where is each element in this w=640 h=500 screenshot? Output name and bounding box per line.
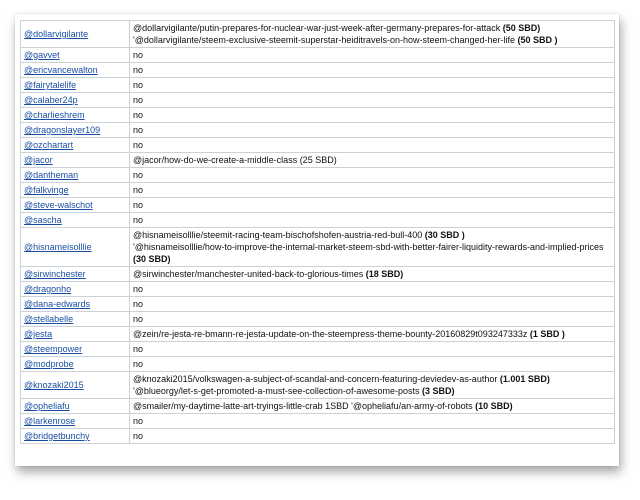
post-cell: [130, 138, 615, 153]
user-cell: [21, 228, 130, 267]
table-row: [21, 63, 615, 78]
post-cell: [130, 108, 615, 123]
user-link[interactable]: @gavvet: [24, 50, 60, 60]
post-text: no: [133, 215, 144, 225]
table-row: [21, 138, 615, 153]
post-text: no: [133, 140, 144, 150]
sbd-amount: (1 SBD ): [529, 329, 565, 339]
post-cell: [130, 267, 615, 282]
post-line: [133, 385, 611, 397]
sbd-amount: (50 SBD): [502, 23, 541, 33]
user-link[interactable]: @steempower: [24, 344, 83, 354]
user-cell: [21, 123, 130, 138]
user-link[interactable]: @bridgetbunchy: [24, 431, 90, 441]
sbd-amount: (1.001 SBD): [499, 374, 550, 384]
post-cell: [130, 312, 615, 327]
user-link[interactable]: @calaber24p: [24, 95, 78, 105]
user-post-table: [20, 20, 615, 444]
user-cell: [21, 429, 130, 444]
post-cell: [130, 78, 615, 93]
sbd-amount: (50 SBD ): [517, 35, 558, 45]
user-cell: [21, 399, 130, 414]
user-cell: [21, 372, 130, 399]
post-text: no: [133, 125, 144, 135]
post-text: no: [133, 110, 144, 120]
post-text: no: [133, 416, 144, 426]
post-text: no: [133, 65, 144, 75]
post-cell: [130, 297, 615, 312]
table-row: [21, 78, 615, 93]
post-text: no: [133, 185, 144, 195]
table-row: [21, 282, 615, 297]
post-line: [133, 373, 611, 385]
user-cell: [21, 297, 130, 312]
post-text: no: [133, 95, 144, 105]
post-text: @jacor/how-do-we-create-a-middle-class (25 SBD): [133, 155, 337, 165]
post-text: no: [133, 359, 144, 369]
user-cell: [21, 312, 130, 327]
user-link[interactable]: @opheliafu: [24, 401, 70, 411]
post-text: no: [133, 299, 144, 309]
table-row: [21, 414, 615, 429]
post-cell: [130, 213, 615, 228]
table-body: [21, 21, 615, 444]
post-text: no: [133, 170, 144, 180]
user-link[interactable]: @dragonslayer109: [24, 125, 101, 135]
user-link[interactable]: @falkvinge: [24, 185, 69, 195]
post-cell: [130, 414, 615, 429]
user-cell: [21, 153, 130, 168]
user-cell: [21, 414, 130, 429]
post-text: no: [133, 200, 144, 210]
table-row: [21, 429, 615, 444]
user-cell: [21, 93, 130, 108]
user-cell: [21, 327, 130, 342]
user-cell: [21, 168, 130, 183]
post-text: '@hisnameisolllie/how-to-improve-the-internal-market-steem-sbd-with-better-fairer-liquidity-rewards-and-implied-prices: [133, 242, 604, 252]
post-cell: [130, 93, 615, 108]
table-row: [21, 213, 615, 228]
user-cell: [21, 357, 130, 372]
post-text: no: [133, 50, 144, 60]
table-row: [21, 399, 615, 414]
post-cell: [130, 63, 615, 78]
user-cell: [21, 183, 130, 198]
post-cell: [130, 327, 615, 342]
sbd-amount: (10 SBD): [475, 401, 513, 411]
spreadsheet-frame: [15, 14, 619, 466]
post-text: @dollarvigilante/putin-prepares-for-nuclear-war-just-week-after-germany-prepares-for-attack: [133, 23, 503, 33]
table-row: [21, 168, 615, 183]
table-row: [21, 48, 615, 63]
post-cell: [130, 399, 615, 414]
user-link[interactable]: @dana-edwards: [24, 299, 91, 309]
user-link[interactable]: @stellabelle: [24, 314, 74, 324]
post-line: [133, 229, 611, 241]
post-line: [133, 34, 611, 46]
user-link[interactable]: @knozaki2015: [24, 380, 84, 390]
table-row: [21, 198, 615, 213]
post-text: no: [133, 314, 144, 324]
post-text: @knozaki2015/volkswagen-a-subject-of-scandal-and-concern-featuring-deviedev-as-author: [133, 374, 500, 384]
post-cell: [130, 282, 615, 297]
user-link[interactable]: @modprobe: [24, 359, 74, 369]
post-text: '@dollarvigilante/steem-exclusive-steemit-superstar-heiditravels-on-how-steem-changed-her-life: [133, 35, 518, 45]
user-cell: [21, 138, 130, 153]
user-cell: [21, 213, 130, 228]
user-link[interactable]: @ericvancewalton: [24, 65, 98, 75]
post-text: no: [133, 284, 144, 294]
table-row: [21, 183, 615, 198]
table-row: [21, 93, 615, 108]
user-link[interactable]: @charlieshrem: [24, 110, 85, 120]
sbd-amount: (18 SBD): [365, 269, 404, 279]
post-text: @hisnameisolllie/steemit-racing-team-bischofshofen-austria-red-bull-400: [133, 230, 425, 240]
post-cell: [130, 123, 615, 138]
table-row: [21, 21, 615, 48]
post-line: [133, 241, 611, 265]
user-cell: [21, 342, 130, 357]
user-cell: [21, 63, 130, 78]
table-row: [21, 372, 615, 399]
user-link[interactable]: @sirwinchester: [24, 269, 86, 279]
post-text: no: [133, 344, 144, 354]
user-link[interactable]: @dollarvigilante: [24, 29, 89, 39]
user-link[interactable]: @hisnameisolllie: [24, 242, 92, 252]
user-cell: [21, 198, 130, 213]
post-text: @sirwinchester/manchester-united-back-to-glorious-times: [133, 269, 366, 279]
table-row: [21, 357, 615, 372]
post-cell: [130, 372, 615, 399]
post-cell: [130, 168, 615, 183]
user-cell: [21, 282, 130, 297]
user-link[interactable]: @sascha: [24, 215, 62, 225]
user-link[interactable]: @jacor: [24, 155, 53, 165]
user-cell: [21, 21, 130, 48]
user-link[interactable]: @jesta: [24, 329, 53, 339]
table-row: [21, 297, 615, 312]
user-link[interactable]: @fairytalelife: [24, 80, 77, 90]
post-text: @smailer/my-daytime-latte-art-tryings-little-crab 1SBD '@opheliafu/an-army-of-robots: [133, 401, 476, 411]
table-row: [21, 228, 615, 267]
table-row: [21, 153, 615, 168]
post-cell: [130, 342, 615, 357]
post-cell: [130, 357, 615, 372]
table-row: [21, 123, 615, 138]
user-link[interactable]: @dragonho: [24, 284, 72, 294]
post-cell: [130, 429, 615, 444]
post-cell: [130, 183, 615, 198]
table-row: [21, 108, 615, 123]
post-text: no: [133, 80, 144, 90]
sbd-amount: (30 SBD ): [424, 230, 465, 240]
user-link[interactable]: @dantheman: [24, 170, 79, 180]
sbd-amount: (3 SBD): [421, 386, 455, 396]
post-text: '@blueorgy/let-s-get-promoted-a-must-see-collection-of-awesome-posts: [133, 386, 422, 396]
table-row: [21, 267, 615, 282]
user-cell: [21, 267, 130, 282]
table-row: [21, 312, 615, 327]
post-text: no: [133, 431, 144, 441]
post-cell: [130, 153, 615, 168]
user-link[interactable]: @steve-walschot: [24, 200, 93, 210]
post-cell: [130, 48, 615, 63]
sbd-amount: (30 SBD): [133, 254, 171, 264]
post-cell: [130, 198, 615, 213]
post-cell: [130, 21, 615, 48]
user-link[interactable]: @ozchartart: [24, 140, 74, 150]
table-row: [21, 327, 615, 342]
table-row: [21, 342, 615, 357]
post-text: @zein/re-jesta-re-bmann-re-jesta-update-on-the-steempress-theme-bounty-20160829t093247333z: [133, 329, 530, 339]
user-cell: [21, 78, 130, 93]
user-link[interactable]: @larkenrose: [24, 416, 76, 426]
user-cell: [21, 48, 130, 63]
post-line: [133, 22, 611, 34]
post-cell: [130, 228, 615, 267]
user-cell: [21, 108, 130, 123]
